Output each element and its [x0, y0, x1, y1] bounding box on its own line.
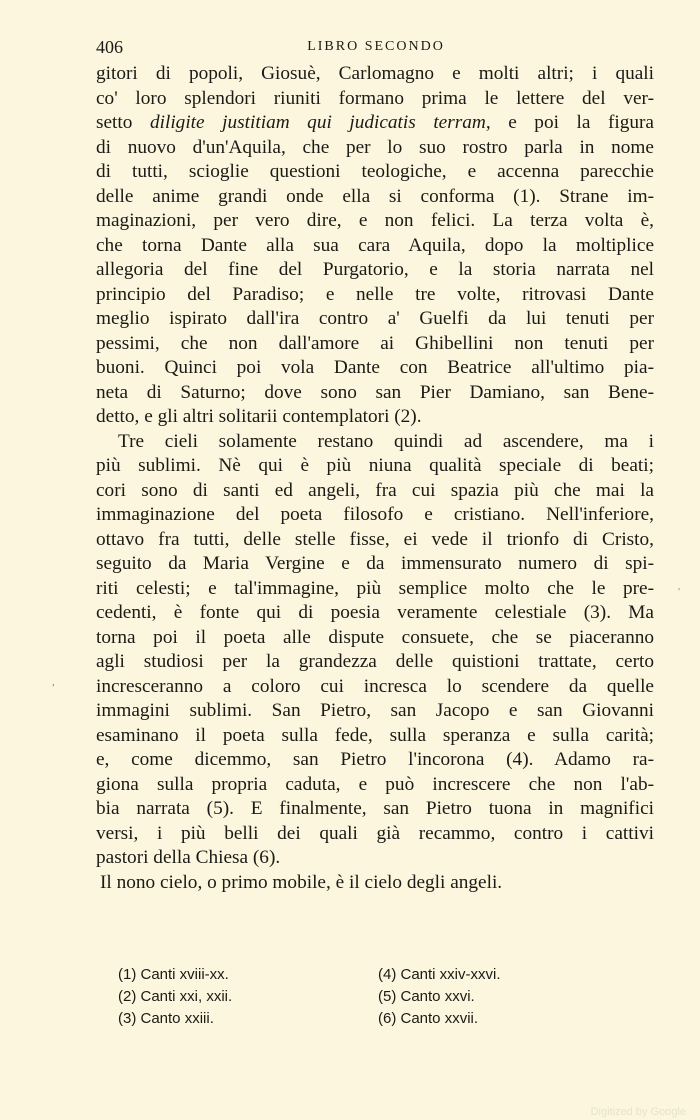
text-line: neta di Saturno; dove sono san Pier Damiano, san Bene- [96, 381, 654, 403]
footnote-row [118, 986, 638, 1008]
footnote-row [118, 964, 638, 986]
text-line: bia narrata (5). E finalmente, san Pietro tuona in magnifici [96, 798, 654, 819]
text-line: pastori della Chiesa (6). [96, 847, 281, 868]
text-line: pessimi, che non dall'amore ai Ghibellini non tenuti per [96, 332, 654, 354]
text-line: torna poi il poeta alle dispute consuete, che se piaceranno [96, 626, 654, 648]
footnote-5: (5) Canto xxvi. [378, 988, 475, 1005]
text-line: che torna Dante alla sua cara Aquila, dopo la moltiplice [96, 234, 654, 256]
paragraph-start-line: Il nono cielo, o primo mobile, è il cielo degli angeli. [100, 871, 503, 893]
text-line: incresceranno a coloro cui incresca lo scendere da quelle [96, 675, 654, 697]
footnote-6: (6) Canto xxvii. [378, 1010, 479, 1027]
footnote-2: (2) Canti xxi, xxii. [118, 988, 233, 1005]
body-text [96, 62, 654, 895]
text-line-segment: setto [96, 112, 150, 133]
text-line: ottavo fra tutti, delle stelle fisse, ei vede il trionfo di Cristo, [96, 528, 654, 550]
footnotes [118, 964, 638, 1030]
paragraph-start-line: Tre cieli solamente restano quindi ad ascendere, ma i [118, 430, 654, 452]
text-line: cedenti, è fonte qui di poesia veramente celestiale (3). Ma [96, 602, 654, 623]
text-line: immaginazione del poeta filosofo e cristiano. Nell'inferiore, [96, 504, 654, 525]
footnote-1: (1) Canti xviii-xx. [118, 966, 229, 983]
page-number: 406 [96, 37, 123, 57]
text-line: esaminano il poeta sulla fede, sulla speranza e sulla carità; [96, 724, 654, 746]
text-line: immagini sublimi. San Pietro, san Jacopo e san Giovanni [96, 700, 654, 721]
text-line: buoni. Quinci poi vola Dante con Beatrice all'ultimo pia- [96, 357, 654, 378]
text-line: gitori di popoli, Giosuè, Carlomagno e molti altri; i quali [96, 63, 654, 84]
text-line: meglio ispirato dall'ira contro a' Guelfi da lui tenuti per [96, 308, 654, 329]
footnote-row [118, 1008, 638, 1030]
text-line: principio del Paradiso; e nelle tre volte, ritrovasi Dante [96, 283, 654, 305]
footnote-4: (4) Canti xxiv-xxvi. [378, 966, 501, 983]
italic-quote: diligite justitiam qui judicatis terram [149, 112, 486, 133]
text-line: di tutti, scioglie questioni teologiche, e accenna parecchie [96, 161, 654, 182]
stray-mark: , [52, 676, 55, 688]
text-line: allegoria del fine del Purgatorio, e la storia narrata nel [96, 259, 654, 280]
stray-mark: ' [678, 586, 680, 598]
scan-watermark: Digitized by Google [590, 1106, 686, 1118]
text-line: di nuovo d'un'Aquila, che per lo suo rostro parla in nome [96, 136, 654, 158]
text-line: versi, i più belli dei quali già recammo, contro i cattivi [96, 822, 654, 844]
text-line: detto, e gli altri solitarii contemplatori (2). [96, 406, 422, 427]
text-line: giona sulla propria caduta, e può increscere che non l'ab- [96, 773, 654, 795]
text-line: riti celesti; e tal'immagine, più semplice molto che le pre- [96, 577, 654, 599]
text-line: maginazioni, per vero dire, e non felici. La terza volta è, [96, 210, 654, 231]
page-header [96, 37, 656, 63]
text-line: agli studiosi per la grandezza delle quistioni trattate, certo [96, 651, 654, 672]
text-line: seguito da Maria Vergine e da immensurato numero di spi- [96, 553, 654, 574]
text-line: e, come dicemmo, san Pietro l'incorona (4). Adamo ra- [96, 749, 654, 770]
text-line: delle anime grandi onde ella si conforma (1). Strane im- [96, 185, 654, 207]
text-line-segment: , e poi la figura [485, 112, 654, 133]
running-head: LIBRO SECONDO [307, 39, 445, 54]
text-line: cori sono di santi ed angeli, fra cui spazia più che mai la [96, 479, 654, 501]
text-line-with-italic [96, 111, 654, 136]
footnote-3: (3) Canto xxiii. [118, 1010, 214, 1027]
text-line: più sublimi. Nè qui è più niuna qualità speciale di beati; [96, 455, 654, 476]
text-line: co' loro splendori riuniti formano prima le lettere del ver- [96, 87, 654, 109]
